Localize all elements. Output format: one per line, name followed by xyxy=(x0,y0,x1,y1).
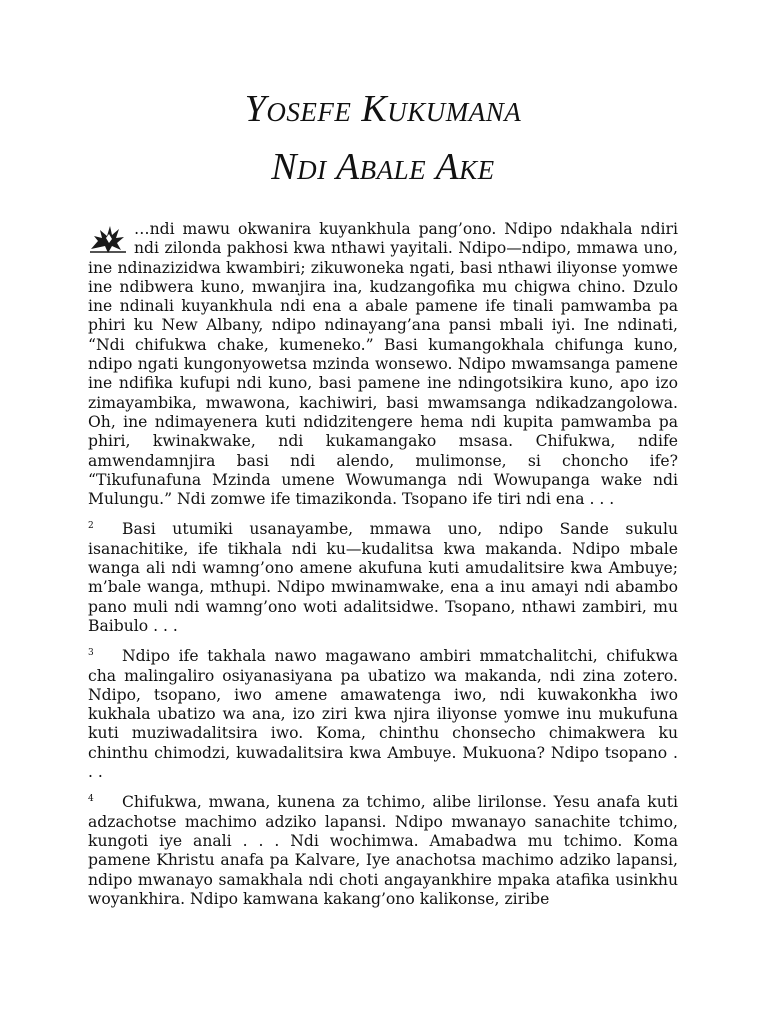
sermon-title-line-2: Ndi Abale Ake xyxy=(271,146,495,188)
paragraph-3-text: Ndipo ife takhala nawo magawano ambiri mmatchalitchi, chifukwa cha malingaliro osiyanasiyana pa ubatizo wa makanda, ndi zina zotero. Ndipo, tsopano, iwo amene amawatenga iwo, ndi kuwakonkha iwo kukhala ubatizo wa ana, izo ziri kwa njira iliyonse yomwe inu mukufuna kuti muziwadalitsira iwo. Koma, chinthu chonsecho chimakwera ku chinthu chimodzi, kuwadalitsira kwa Ambuye. Mukuona? Ndipo tsopano . . . xyxy=(88,647,678,782)
paragraph-1 xyxy=(88,220,678,509)
sermon-body xyxy=(88,220,678,909)
paragraph-4: 4 Chifukwa, mwana, kunena za tchimo, alibe lirilonse. Yesu anafa kuti adzachotse machimo adziko lapansi. Ndipo mwanayo sanachite tchimo, kungoti iye anali . . . Ndi wochimwa. Amabadwa mu tchimo. Koma pamene Khristu anafa pa Kalvare, Iye anachotsa machimo adziko lapansi, ndipo mwanayo samakhala ndi choti angayankhire mpaka atafika usinkhu woyankhira. Ndipo kamwana kakang’ono kalikonse, ziribe xyxy=(88,793,678,908)
paragraph-1-text: …ndi mawu okwanira kuyankhula pang’ono. Ndipo ndakhala ndiri ndi zilonda pakhosi kwa nthawi yayitali. Ndipo—ndipo, mmawa uno, ine ndinazizidwa kwambiri; zikuwoneka ngati, basi nthawi iliyonse yomwe ine ndibwera kuno, mwanjira ina, kudzangofika mu chigwa chino. Dzulo ine ndinali kuyankhula ndi ena a abale pamene ife tinali pamwamba pa phiri ku New Albany, ndipo ndinayang’ana pansi mbali iyi. Ine ndinati, “Ndi chifukwa chake, kumeneko.” Basi kumangokhala chifunga kuno, ndipo ngati kungonyowetsa mzinda wonsewo. Ndipo mwamsanga pamene ine ndifika kufupi ndi kuno, basi pamene ine ndingotsikira kuno, apo izo zimayambika, mwawona, kachiwiri, basi mwamsanga ndikadzangolowa. Oh, ine ndimayenera kuti ndidzitengere hema ndi kupita pamwamba pa phiri, kwinakwake, ndi kukamangako msasa. Chifukwa, ndife amwendamnjira basi ndi alendo, mulimonse, si choncho ife? “Tikufunafuna Mzinda umene Wowumanga ndi Wowupanga wake ndi Mulungu.” Ndi zomwe ife timazikonda. Tsopano ife tiri ndi ena . . . xyxy=(88,220,678,509)
eagle-ornament-icon xyxy=(88,222,128,256)
sermon-title-line-1: Yosefe Kukumana xyxy=(244,88,522,130)
document-page xyxy=(88,0,678,1024)
paragraph-2-text: Basi utumiki usanayambe, mmawa uno, ndipo Sande sukulu isanachitike, ife tikhala ndi ku—kudalitsa kwa makanda. Ndipo mbale wanga ali ndi wamng’ono amene akufuna kuti amudalitsire kwa Ambuye; m’bale wanga, mthupi. Ndipo mwinamwake, ena a inu amayi ndi abambo pano muli ndi wamng’ono woti adalitsidwe. Tsopano, nthawi zambiri, mu Baibulo . . . xyxy=(88,520,678,635)
paragraph-3: 3 Ndipo ife takhala nawo magawano ambiri mmatchalitchi, chifukwa cha malingaliro osiyanasiyana pa ubatizo wa makanda, ndi zina zotero. Ndipo, tsopano, iwo amene amawatenga iwo, ndi kuwakonkha iwo kukhala ubatizo wa ana, izo ziri kwa njira iliyonse yomwe inu mukufuna kuti muziwadalitsira iwo. Koma, chinthu chonsecho chimakwera ku chinthu chimodzi, kuwadalitsira kwa Ambuye. Mukuona? Ndipo tsopano . . . xyxy=(88,647,678,782)
paragraph-2: 2 Basi utumiki usanayambe, mmawa uno, ndipo Sande sukulu isanachitike, ife tikhala ndi ku—kudalitsa kwa makanda. Ndipo mbale wanga ali ndi wamng’ono amene akufuna kuti amudalitsire kwa Ambuye; m’bale wanga, mthupi. Ndipo mwinamwake, ena a inu amayi ndi abambo pano muli ndi wamng’ono woti adalitsidwe. Tsopano, nthawi zambiri, mu Baibulo . . . xyxy=(88,520,678,635)
paragraph-4-text: Chifukwa, mwana, kunena za tchimo, alibe lirilonse. Yesu anafa kuti adzachotse machimo adziko lapansi. Ndipo mwanayo sanachite tchimo, kungoti iye anali . . . Ndi wochimwa. Amabadwa mu tchimo. Koma pamene Khristu anafa pa Kalvare, Iye anachotsa machimo adziko lapansi, ndipo mwanayo samakhala ndi choti angayankhire mpaka atafika usinkhu woyankhira. Ndipo kamwana kakang’ono kalikonse, ziribe xyxy=(88,793,678,908)
